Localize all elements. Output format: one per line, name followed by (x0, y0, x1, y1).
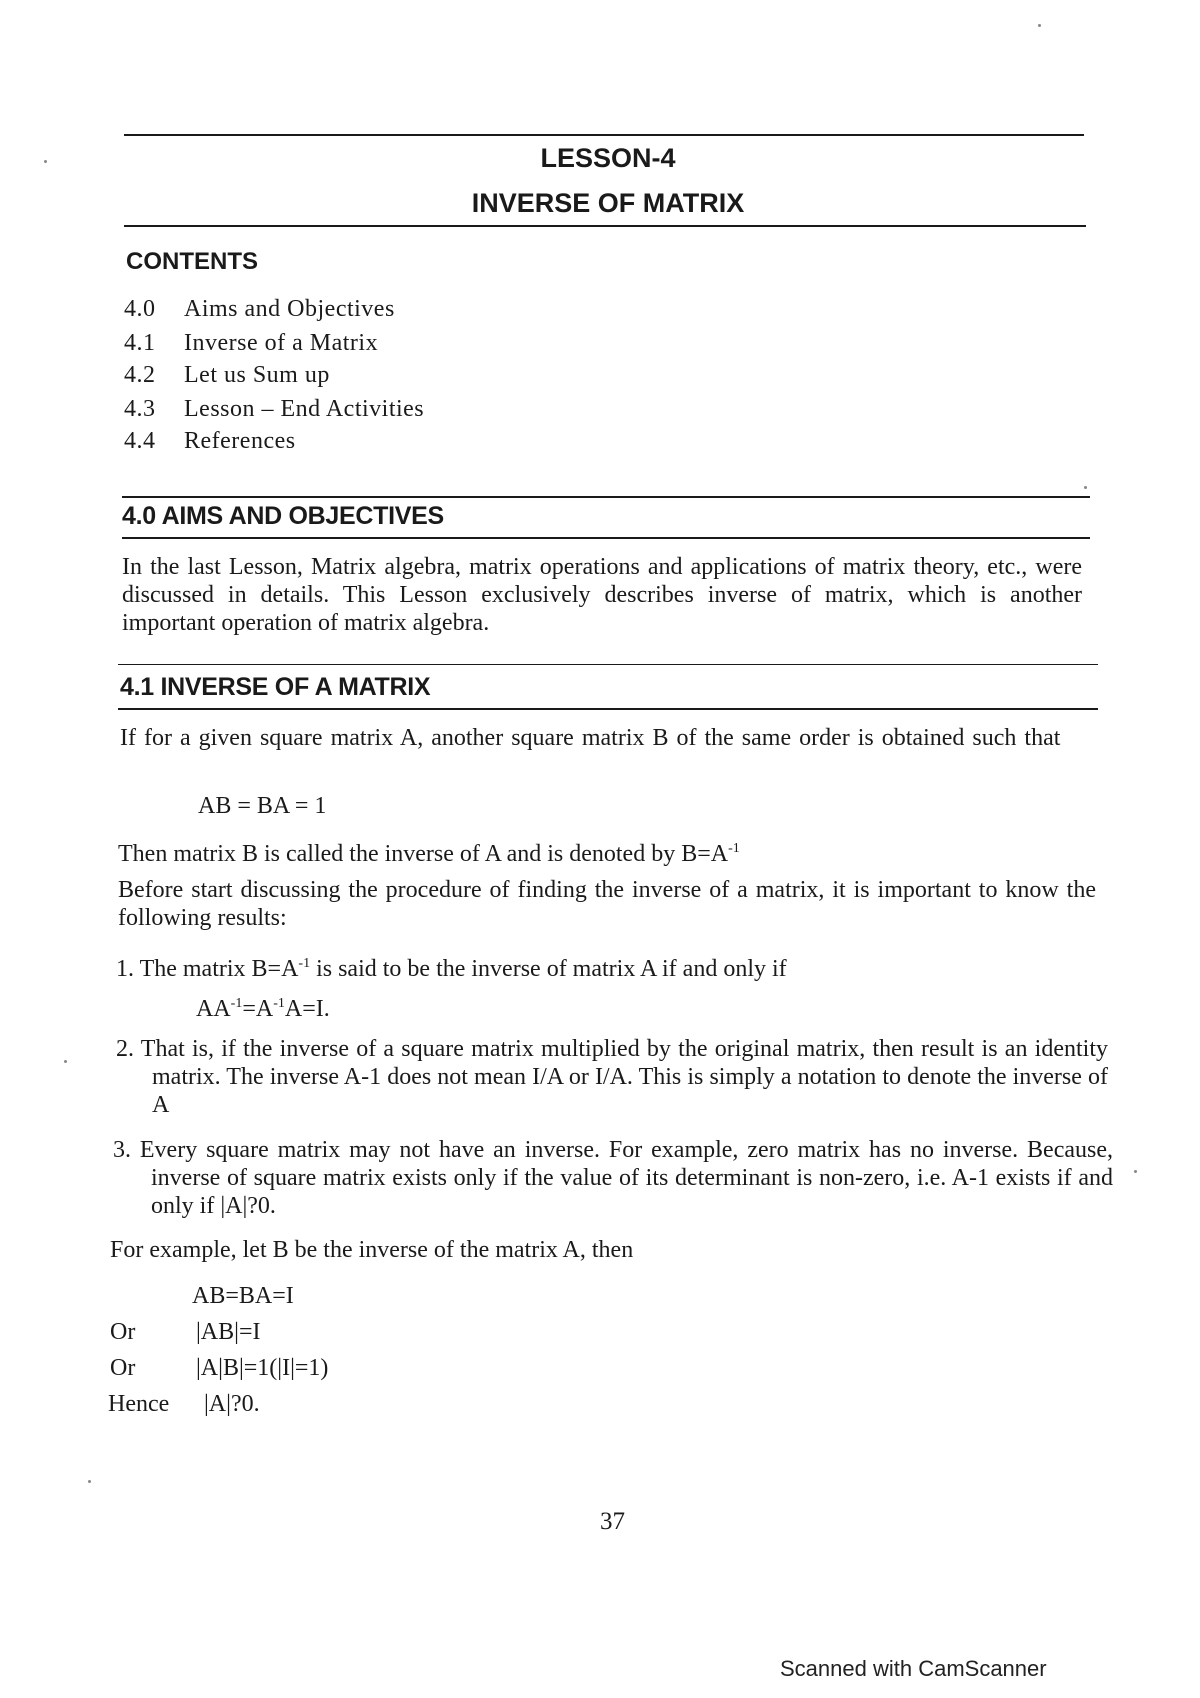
scan-speck (1084, 486, 1087, 489)
lesson-title: INVERSE OF MATRIX (471, 188, 745, 218)
toc-item-number: 4.0 (124, 296, 156, 322)
before-paragraph: Before start discussing the procedure of finding the inverse of a matrix, it is important to know the following results: (118, 877, 1096, 931)
then-line-superscript: -1 (728, 841, 740, 856)
equation-ab-ba: AB = BA = 1 (198, 793, 327, 819)
toc-item-label: References (184, 428, 296, 454)
example-or-label-2: Or (110, 1355, 136, 1381)
toc-item-label: Lesson – End Activities (184, 396, 425, 422)
toc-item-label: Let us Sum up (184, 362, 330, 388)
scan-speck (88, 1480, 91, 1483)
section-aims-top-rule (122, 496, 1090, 498)
result-item-1-equation (196, 990, 330, 1023)
toc-item-number: 4.2 (124, 362, 156, 388)
result-item-1-prefix: 1. The matrix B=A (116, 956, 299, 982)
example-hence-label: Hence (108, 1391, 170, 1417)
example-equation-1: AB=BA=I (192, 1283, 294, 1309)
section-inverse-top-rule (118, 664, 1098, 665)
toc-item-label: Inverse of a Matrix (184, 330, 379, 356)
toc-item-number: 4.1 (124, 330, 156, 356)
example-equation-4: |A|?0. (204, 1391, 260, 1417)
example-equation-2: |AB|=I (196, 1319, 261, 1345)
section-aims-paragraph: In the last Lesson, Matrix algebra, matrix operations and applications of matrix theory, etc., were discussed in details. This Lesson exclusively describes inverse of matrix, which is another important operation of matrix algebra. (122, 554, 1082, 636)
toc-item (124, 330, 378, 357)
eq-part: A=I. (284, 996, 330, 1022)
toc-item (124, 428, 296, 455)
scan-speck (1134, 1170, 1137, 1173)
toc-item (124, 362, 330, 389)
toc-item-number: 4.4 (124, 428, 156, 454)
definition-intro: If for a given square matrix A, another square matrix B of the same order is obtained such that (120, 725, 1061, 751)
example-or-label-1: Or (110, 1319, 136, 1345)
example-equation-3: |A|B|=1(|I|=1) (196, 1355, 329, 1381)
lesson-number-title: LESSON-4 (540, 143, 676, 173)
result-item-3: 3. Every square matrix may not have an inverse. For example, zero matrix has no inverse. Because, inverse of square matrix exists only if the value of its determinant is non-zero, i.e. A-1 exists if and only if |A|?0. (113, 1137, 1113, 1219)
top-rule (124, 134, 1084, 136)
example-intro: For example, let B be the inverse of the matrix A, then (110, 1237, 634, 1263)
scan-speck (44, 160, 47, 163)
definition-then-line (118, 835, 740, 868)
eq-superscript: -1 (230, 996, 243, 1011)
section-aims-heading: 4.0 AIMS AND OBJECTIVES (122, 502, 444, 530)
eq-superscript: -1 (273, 996, 285, 1011)
section-aims-bottom-rule (122, 537, 1090, 539)
toc-item (124, 296, 395, 323)
eq-part: AA (196, 996, 231, 1022)
toc-item (124, 396, 424, 423)
result-item-1-suffix: is said to be the inverse of matrix A if and only if (310, 956, 787, 982)
scan-speck (64, 1060, 67, 1063)
then-line-text: Then matrix B is called the inverse of A and is denoted by B=A (118, 841, 729, 867)
scan-speck (1038, 24, 1041, 27)
result-item-1-superscript: -1 (298, 956, 311, 971)
toc-item-label: Aims and Objectives (184, 296, 395, 322)
section-inverse-heading: 4.1 INVERSE OF A MATRIX (120, 673, 431, 701)
eq-part: =A (242, 996, 274, 1022)
page-number: 37 (600, 1508, 625, 1535)
toc-item-number: 4.3 (124, 396, 156, 422)
result-item-1 (116, 950, 787, 983)
title-rule (124, 225, 1086, 227)
result-item-2: 2. That is, if the inverse of a square matrix multiplied by the original matrix, then result is an identity matrix. The inverse A-1 does not mean I/A or I/A. This is simply a notation to denote the inverse of A (116, 1036, 1108, 1118)
contents-heading: CONTENTS (126, 248, 258, 275)
scanner-watermark: Scanned with CamScanner (780, 1656, 1047, 1681)
section-inverse-bottom-rule (118, 708, 1098, 710)
